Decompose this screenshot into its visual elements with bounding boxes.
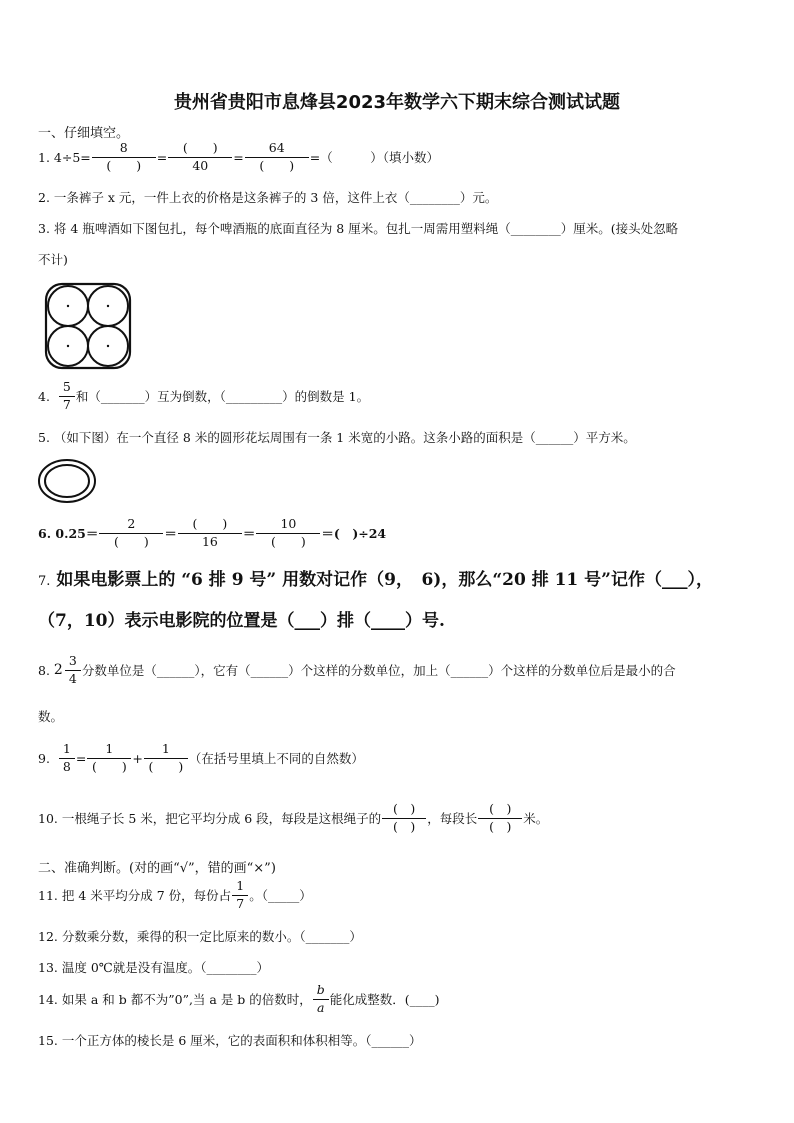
denominator: 8 [59, 758, 75, 774]
flowerbed-ring-figure [37, 458, 97, 504]
question-text: 温度 0℃就是没有温度。（________） [61, 960, 270, 975]
question-text: 一根绳子长 5 米，把它平均分成 6 段，每段是这根绳子的 [61, 811, 382, 826]
denominator: ( ) [256, 533, 320, 549]
center-dot [107, 305, 109, 307]
question-number: 14. [38, 991, 58, 1007]
question-text: 4÷5= [53, 149, 91, 165]
question-9 [38, 743, 364, 773]
question-number: 10. [38, 810, 58, 826]
denominator: 4 [65, 670, 81, 686]
question-number: 12. [38, 929, 58, 944]
question-1 [38, 142, 439, 172]
numerator: ( ) [393, 801, 416, 816]
denominator: 40 [168, 157, 232, 173]
question-number: 15. [38, 1033, 58, 1048]
fraction [256, 518, 320, 548]
fraction [59, 381, 75, 411]
question-text: 。（_____） [249, 888, 312, 903]
whole-part: 2 [53, 662, 63, 678]
equals-sign: = [233, 149, 244, 165]
question-number: 9. [38, 750, 50, 766]
numerator: ( ) [192, 516, 228, 531]
question-number: 4. [38, 388, 50, 404]
numerator: 8 [119, 140, 128, 155]
denominator: a [313, 999, 329, 1015]
numerator: 64 [268, 140, 285, 155]
equals-sign: = [75, 750, 87, 766]
question-number: 2. [38, 190, 50, 205]
denominator: 7 [59, 396, 75, 412]
question-text: 如果电影票上的 “6 排 9 号” 用数对记作（9， 6)，那么“20 排 11 号”记作（___）， [56, 570, 713, 590]
question-number: 1. [38, 149, 50, 165]
question-3 [38, 219, 678, 237]
fraction [478, 803, 522, 833]
denominator: ( ) [478, 818, 522, 834]
question-13 [38, 958, 269, 976]
question-12 [38, 927, 362, 945]
question-text: ，每段长 [427, 811, 478, 826]
inner-circle [45, 465, 89, 497]
question-text: （在括号里填上不同的自然数） [188, 751, 364, 766]
fraction [178, 518, 242, 548]
fraction [144, 743, 188, 773]
question-7-continued: （7，10）表示电影院的位置是（___）排（____）号. [38, 611, 445, 631]
denominator: ( ) [99, 533, 163, 549]
numerator: ( ) [489, 801, 512, 816]
question-text: =（ ）（填小数） [309, 150, 439, 165]
question-number: 7. [38, 574, 51, 589]
fraction [87, 743, 131, 773]
outer-circle [39, 460, 95, 502]
numerator: 2 [127, 516, 136, 531]
numerator: 10 [280, 516, 297, 531]
question-text: 和（_______）互为倒数，（_________）的倒数是 1。 [75, 389, 370, 404]
question-text: ＝( )÷24 [321, 526, 387, 541]
question-text: 把 4 米平均分成 7 份，每份占 [61, 888, 232, 903]
denominator: ( ) [92, 157, 156, 173]
question-2 [38, 188, 497, 206]
fraction [59, 743, 75, 773]
section-judgement-heading: 二、准确判断。(对的画“√”，错的画“×”) [38, 861, 276, 876]
fraction [92, 142, 156, 172]
rope-outline [46, 284, 130, 368]
question-4 [38, 381, 369, 411]
question-11 [38, 880, 312, 910]
denominator: ( ) [245, 157, 309, 173]
numerator: b [316, 982, 325, 997]
fraction [245, 142, 309, 172]
section-fill-in-heading: 一、仔细填空。 [38, 126, 130, 141]
question-6 [38, 518, 386, 548]
center-dot [67, 305, 69, 307]
equals-sign: ＝ [164, 526, 177, 541]
question-number: 13. [38, 960, 58, 975]
question-text: 一条裤子 x 元，一件上衣的价格是这条裤子的 3 倍，这件上衣（________）元。 [53, 190, 498, 205]
question-number: 11. [38, 887, 58, 903]
question-14 [38, 984, 440, 1014]
bottles-bundle-figure [44, 282, 132, 370]
question-3-continued: 不计) [38, 252, 68, 267]
question-text: 如果 a 和 b 都不为”0”,当 a 是 b 的倍数时， [61, 992, 312, 1007]
question-text: 分数单位是（______），它有（______）个这样的分数单位，加上（______）个这样的分数单位后是最小的合 [81, 663, 676, 678]
question-text: 将 4 瓶啤酒如下图包扎，每个啤酒瓶的底面直径为 8 厘米。包扎一周需用塑料绳（________）厘米。(接头处忽略 [53, 221, 679, 236]
question-15 [38, 1031, 422, 1049]
mixed-number [54, 655, 82, 685]
center-dot [67, 345, 69, 347]
question-10 [38, 803, 548, 833]
denominator: 16 [178, 533, 242, 549]
question-text: 米。 [523, 811, 549, 826]
numerator: ( ) [182, 140, 218, 155]
question-text: 分数乘分数，乘得的积一定比原来的数小。（_______） [61, 929, 362, 944]
question-7 [38, 565, 713, 590]
denominator: ( ) [382, 818, 426, 834]
question-8 [38, 655, 676, 685]
numerator: 5 [62, 379, 71, 394]
fraction [168, 142, 232, 172]
fraction [65, 655, 81, 685]
question-number: 5. [38, 430, 50, 445]
equals-sign: = [156, 149, 168, 165]
fraction [313, 984, 329, 1014]
question-number: 3. [38, 221, 50, 236]
page-title: 贵州省贵阳市息烽县2023年数学六下期末综合测试试题 [173, 92, 621, 113]
fraction [382, 803, 426, 833]
numerator: 1 [62, 741, 71, 756]
denominator: ( ) [87, 758, 131, 774]
question-number: 6. [38, 525, 52, 541]
question-5 [38, 428, 636, 446]
numerator: 1 [105, 741, 114, 756]
question-text: 0.25＝ [55, 526, 99, 541]
numerator: 3 [68, 653, 77, 668]
fraction [99, 518, 163, 548]
plus-sign: + [132, 750, 143, 766]
denominator: 7 [232, 895, 248, 911]
question-text: 一个正方体的棱长是 6 厘米，它的表面积和体积相等。（______） [61, 1033, 422, 1048]
numerator: 1 [161, 741, 170, 756]
question-text: 能化成整数．(____) [329, 992, 440, 1007]
equals-sign: ＝ [242, 526, 256, 541]
center-dot [107, 345, 109, 347]
numerator: 1 [236, 878, 245, 893]
question-number: 8. [38, 662, 50, 678]
fraction [232, 880, 248, 910]
question-8-continued: 数。 [38, 709, 64, 724]
question-text: （如下图）在一个直径 8 米的圆形花坛周围有一条 1 米宽的小路。这条小路的面积是（______）平方米。 [53, 430, 636, 445]
denominator: ( ) [144, 758, 188, 774]
